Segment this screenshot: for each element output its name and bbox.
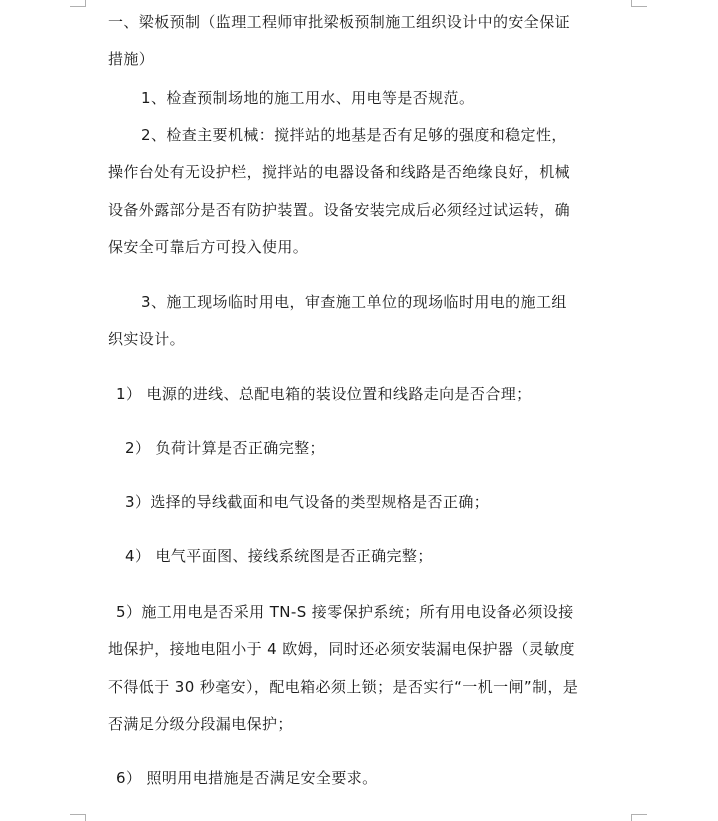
margin-mark-bottom-left — [85, 815, 86, 821]
sub-item-2: 2） 负荷计算是否正确完整； — [125, 439, 325, 457]
sub-item-5-line-3: 不得低于 30 秒毫安），配电箱必须上锁；是否实行“一机一闸”制，是 — [108, 678, 579, 696]
paragraph-item-3-line-2: 织实设计。 — [108, 330, 186, 348]
paragraph-item-2-line-3: 设备外露部分是否有防护装置。设备安装完成后必须经过试运转，确 — [108, 201, 571, 219]
paragraph-item-1: 1、检查预制场地的施工用水、用电等是否规范。 — [141, 89, 475, 107]
margin-mark-bottom-right-h — [631, 814, 647, 815]
margin-mark-bottom-left-h — [70, 814, 86, 815]
margin-mark-bottom-right — [631, 815, 632, 821]
margin-mark-top-right-h — [631, 6, 647, 7]
margin-mark-top-left-h — [70, 6, 86, 7]
paragraph-item-2-line-1: 2、检查主要机械：搅拌站的地基是否有足够的强度和稳定性， — [141, 126, 567, 144]
sub-item-3: 3）选择的导线截面和电气设备的类型规格是否正确； — [125, 493, 490, 511]
paragraph-item-3-line-1: 3、施工现场临时用电，审查施工单位的现场临时用电的施工组 — [141, 293, 567, 311]
paragraph-item-2-line-2: 操作台处有无设护栏，搅拌站的电器设备和线路是否绝缘良好，机械 — [108, 163, 571, 181]
sub-item-5-line-2: 地保护，接地电阻小于 4 欧姆，同时还必须安装漏电保护器（灵敏度 — [108, 640, 575, 658]
paragraph-item-2-line-4: 保安全可靠后方可投入使用。 — [108, 238, 309, 256]
section-heading-line-1: 一、梁板预制（监理工程师审批梁板预制施工组织设计中的安全保证 — [108, 13, 571, 31]
section-heading-line-2: 措施） — [108, 50, 155, 68]
sub-item-1: 1） 电源的进线、总配电箱的装设位置和线路走向是否合理； — [116, 385, 532, 403]
sub-item-4: 4） 电气平面图、接线系统图是否正确完整； — [125, 547, 433, 565]
sub-item-5-line-4: 否满足分级分段漏电保护； — [108, 715, 293, 733]
sub-item-6: 6） 照明用电措施是否满足安全要求。 — [116, 769, 378, 787]
sub-item-5-line-1: 5）施工用电是否采用 TN-S 接零保护系统；所有用电设备必须设接 — [116, 603, 574, 621]
